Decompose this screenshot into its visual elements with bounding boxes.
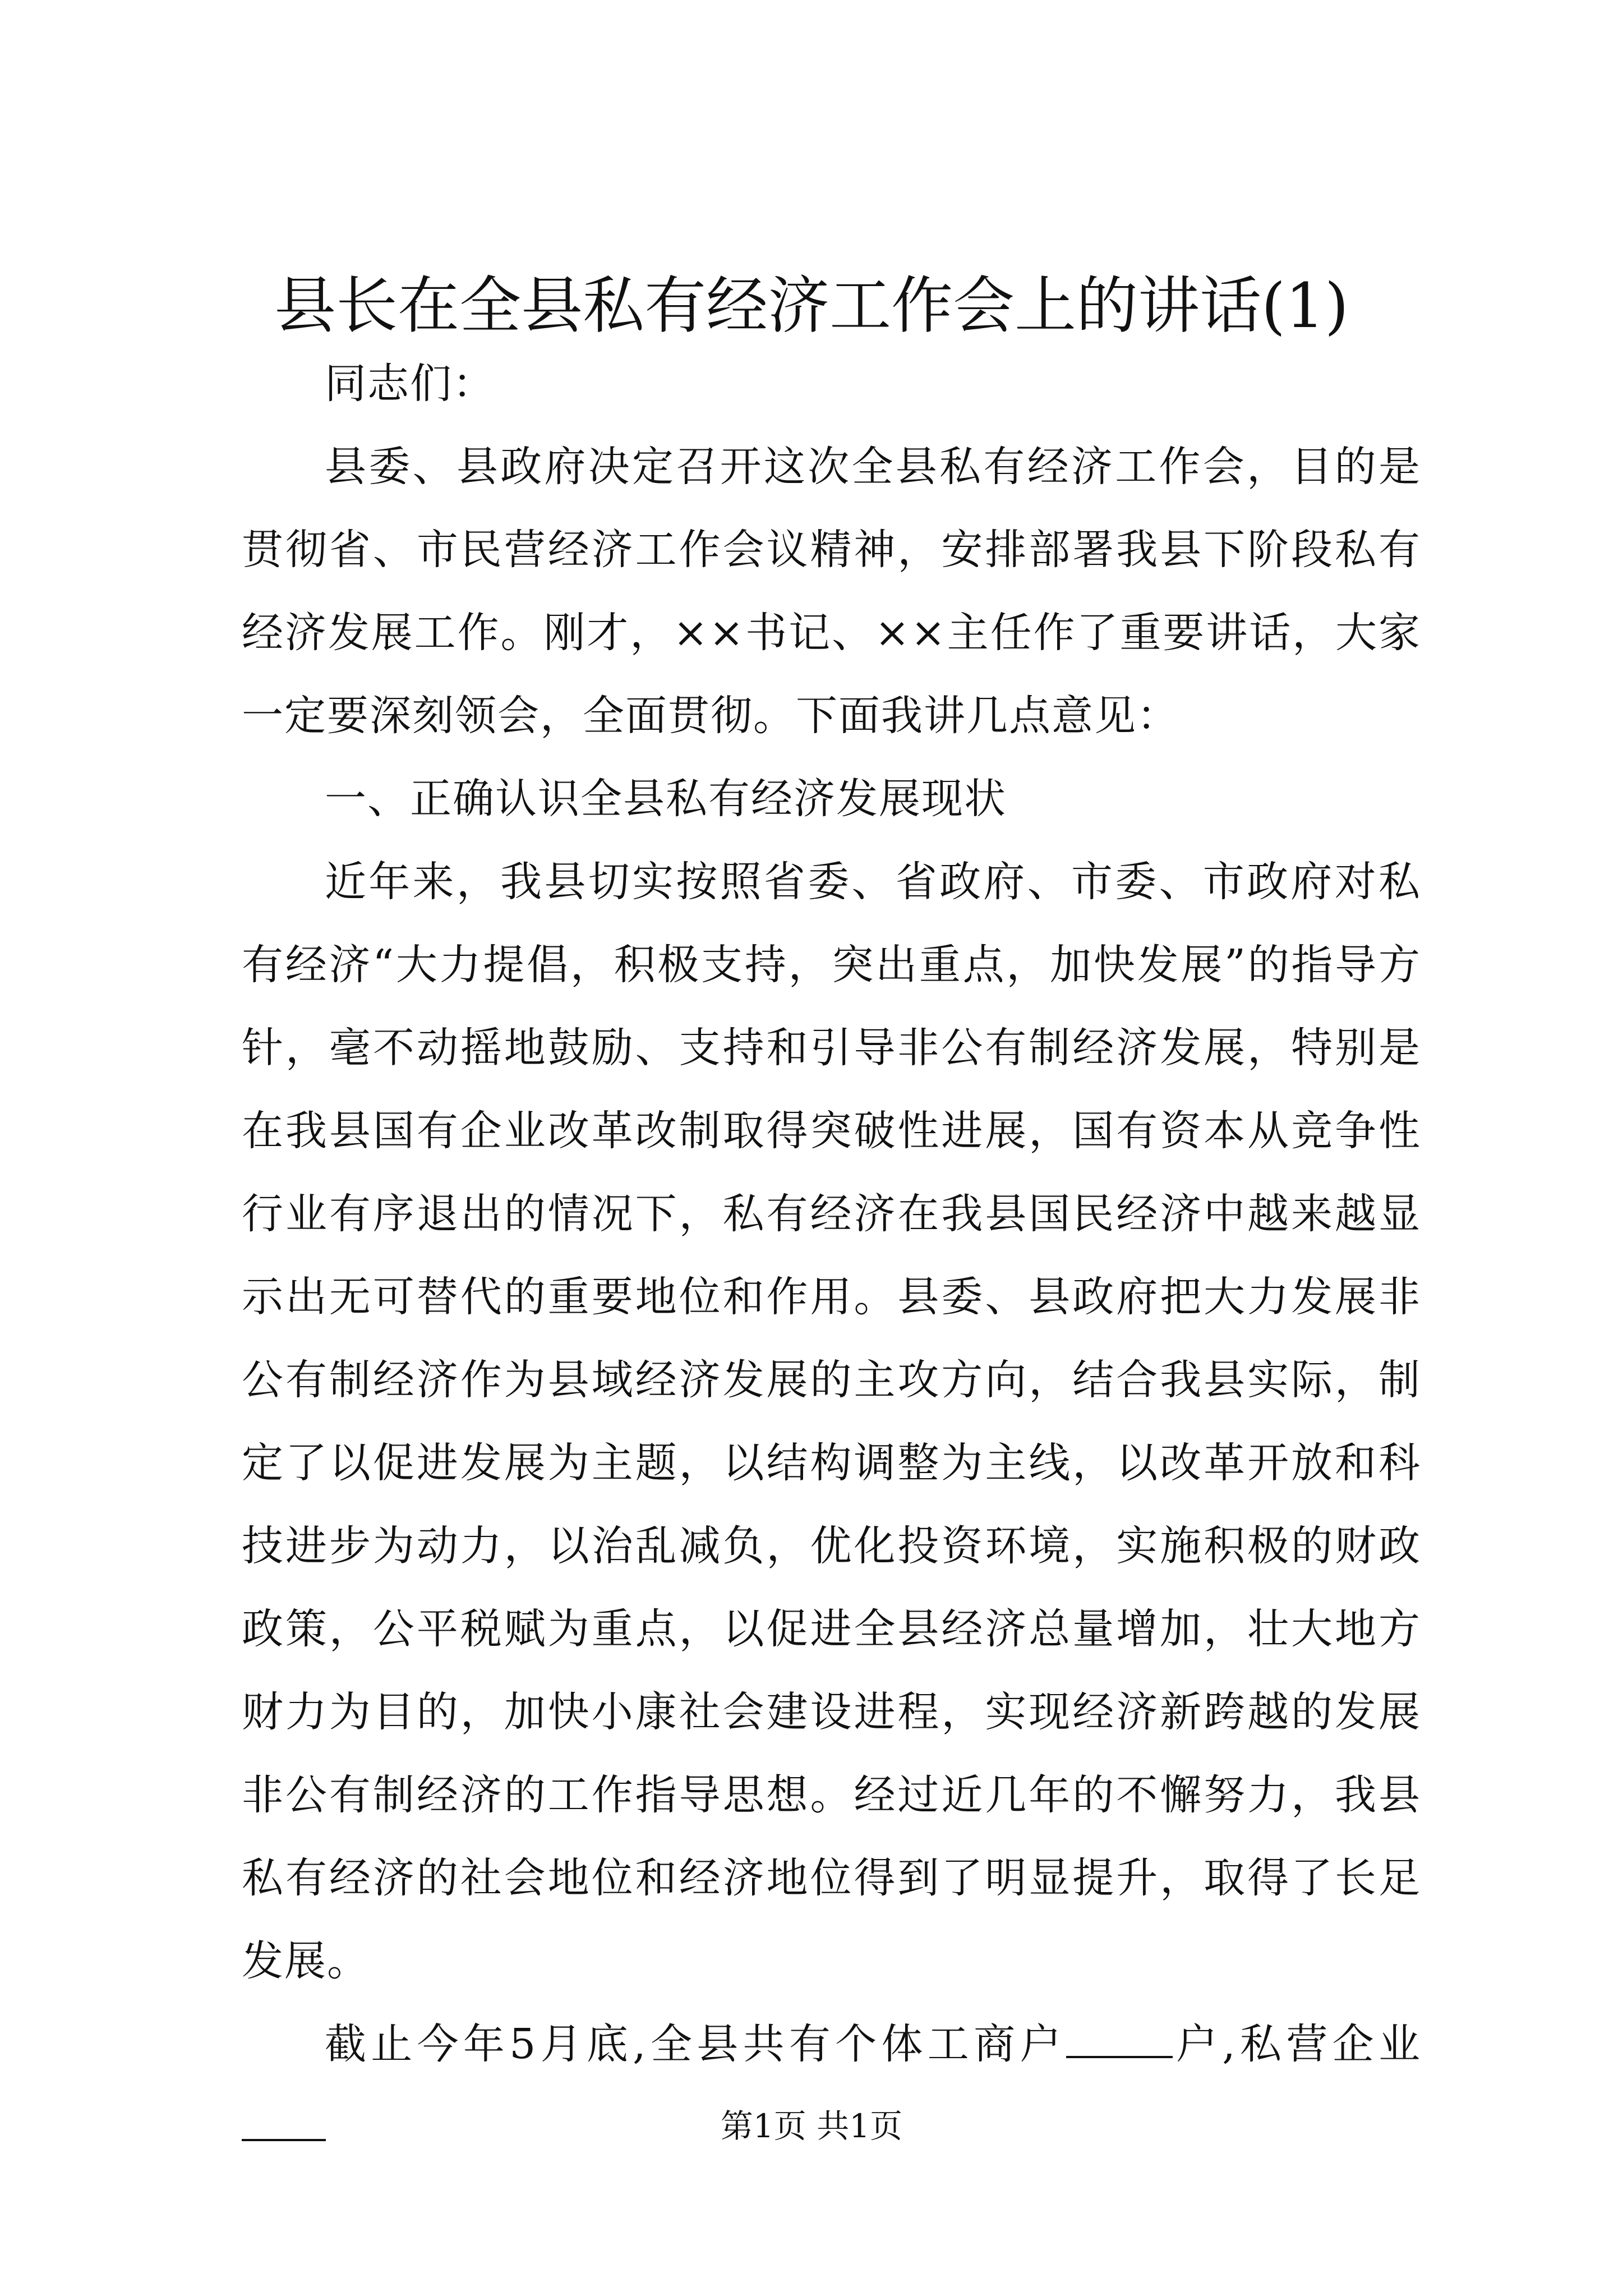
page-footer: 第1页 共1页 — [720, 2107, 903, 2145]
intro-paragraph: 县委、县政府决定召开这次全县私有经济工作会，目的是贯彻省、市民营经济工作会议精神，安排部署我县下阶段私有经济发展工作。刚才，××书记、××主任作了重要讲话，大家一定要深刻领会，全面贯彻。下面我讲几点意见： — [242, 443, 1421, 740]
statistics-text-part2: 户,私营企业 — [1172, 2020, 1421, 2068]
section-heading-1: 一、正确认识全县私有经济发展现状 — [325, 775, 1007, 823]
statistics-text-part1: 截止今年5月底,全县共有个体工商户 — [325, 2020, 1066, 2068]
fill-in-blank — [1066, 2022, 1173, 2058]
body-paragraph: 近年来，我县切实按照省委、省政府、市委、市政府对私有经济“大力提倡，积极支持，突出重点，加快发展”的指导方针，毫不动摇地鼓励、支持和引导非公有制经济发展，特别是在我县国有企业改革改制取得突破性进展，国有资本从竞争性行业有序退出的情况下，私有经济在我县国民经济中越来越显示出无可替代的重要地位和作用。县委、县政府把大力发展非公有制经济作为县域经济发展的主攻方向，结合我县实际，制定了以促进发展为主题，以结构调整为主线，以改革开放和科技进步为动力，以治乱减负，优化投资环境，实施积极的财政政策，公平税赋为重点，以促进全县经济总量增加，壮大地方财力为目的，加快小康社会建设进程，实现经济新跨越的发展非公有制经济的工作指导思想。经过近几年的不懈努力，我县私有经济的社会地位和经济地位得到了明显提升，取得了长足发展。 — [242, 858, 1421, 1985]
document-body — [242, 342, 1421, 2169]
document-title: 县长在全县私有经济工作会上的讲话(1) — [274, 270, 1349, 342]
salutation-paragraph: 同志们： — [325, 360, 495, 408]
